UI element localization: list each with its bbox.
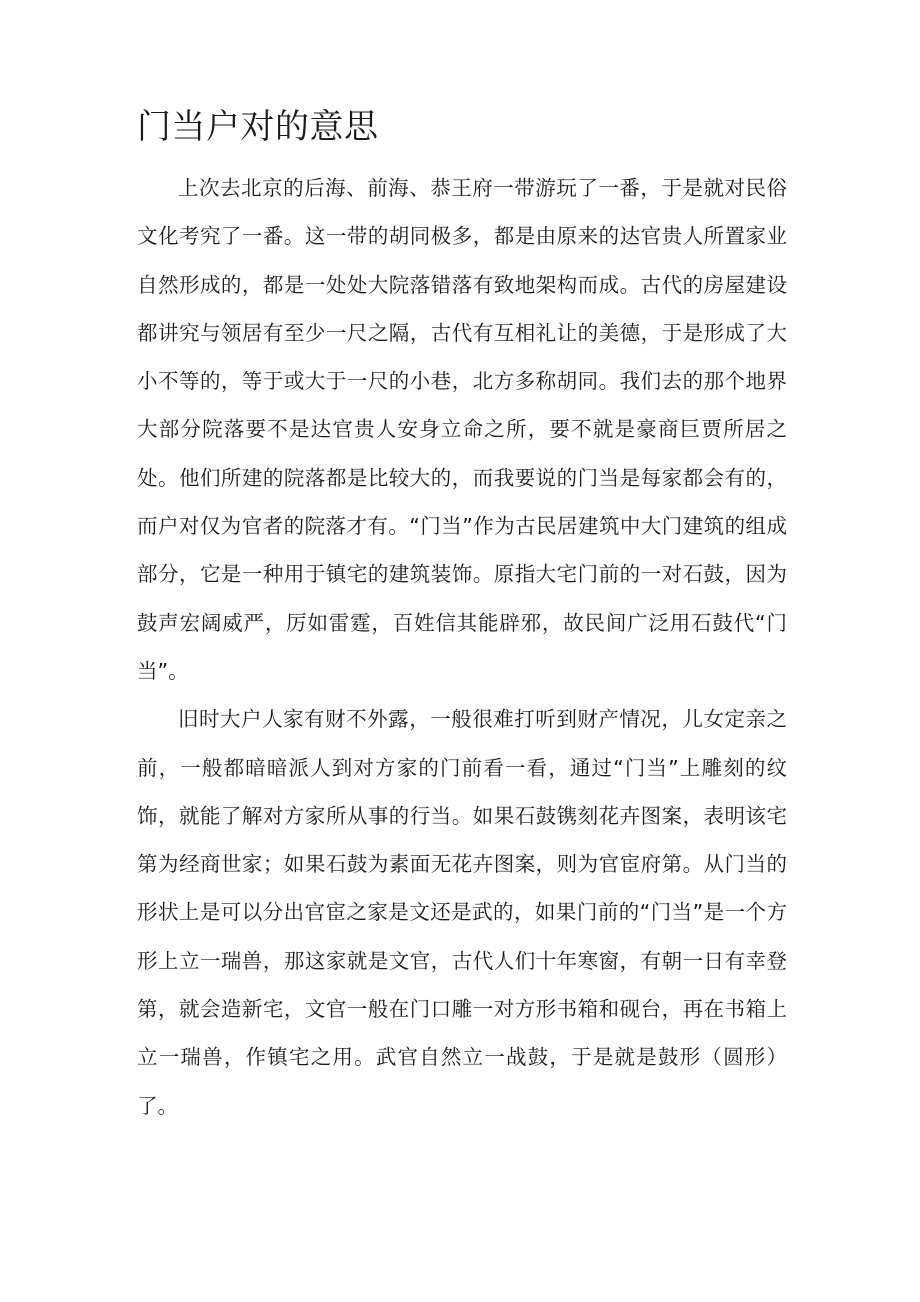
paragraph-menhdang-meaning: 旧时大户人家有财不外露，一般很难打听到财产情况，儿女定亲之前，一般都暗暗派人到对方家的门前看一看，通过“门当”上雕刻的纹饰，就能了解对方家所从事的行当。如果石鼓镌刻花卉图案，表明该宅第为经商世家；如果石鼓为素面无花卉图案，则为官宦府第。从门当的形状上是可以分出官宦之家是文还是武的，如果门前的“门当”是一个方形上立一瑞兽，那这家就是文官，古代人们十年寒窗，有朝一日有幸登第，就会造新宅，文官一般在门口雕一对方形书箱和砚台，再在书箱上立一瑞兽，作镇宅之用。武官自然立一战鼓，于是就是鼓形（圆形）了。	[137, 707, 787, 1118]
document-body	[137, 164, 787, 1130]
document-title: 门当户对的意思	[137, 107, 379, 147]
paragraph-menhdang-origin: 上次去北京的后海、前海、恭王府一带游玩了一番，于是就对民俗文化考究了一番。这一带的胡同极多，都是由原来的达官贵人所置家业自然形成的，都是一处处大院落错落有致地架构而成。古代的房屋建设都讲究与领居有至少一尺之隔，古代有互相礼让的美德，于是形成了大小不等的，等于或大于一尺的小巷，北方多称胡同。我们去的那个地界大部分院落要不是达官贵人安身立命之所，要不就是豪商巨贾所居之处。他们所建的院落都是比较大的，而我要说的门当是每家都会有的，而户对仅为官者的院落才有。“门当”作为古民居建筑中大门建筑的组成部分，它是一种用于镇宅的建筑装饰。原指大宅门前的一对石鼓，因为鼓声宏阔威严，厉如雷霆，百姓信其能辟邪，故民间广泛用石鼓代“门当”。	[137, 176, 787, 683]
